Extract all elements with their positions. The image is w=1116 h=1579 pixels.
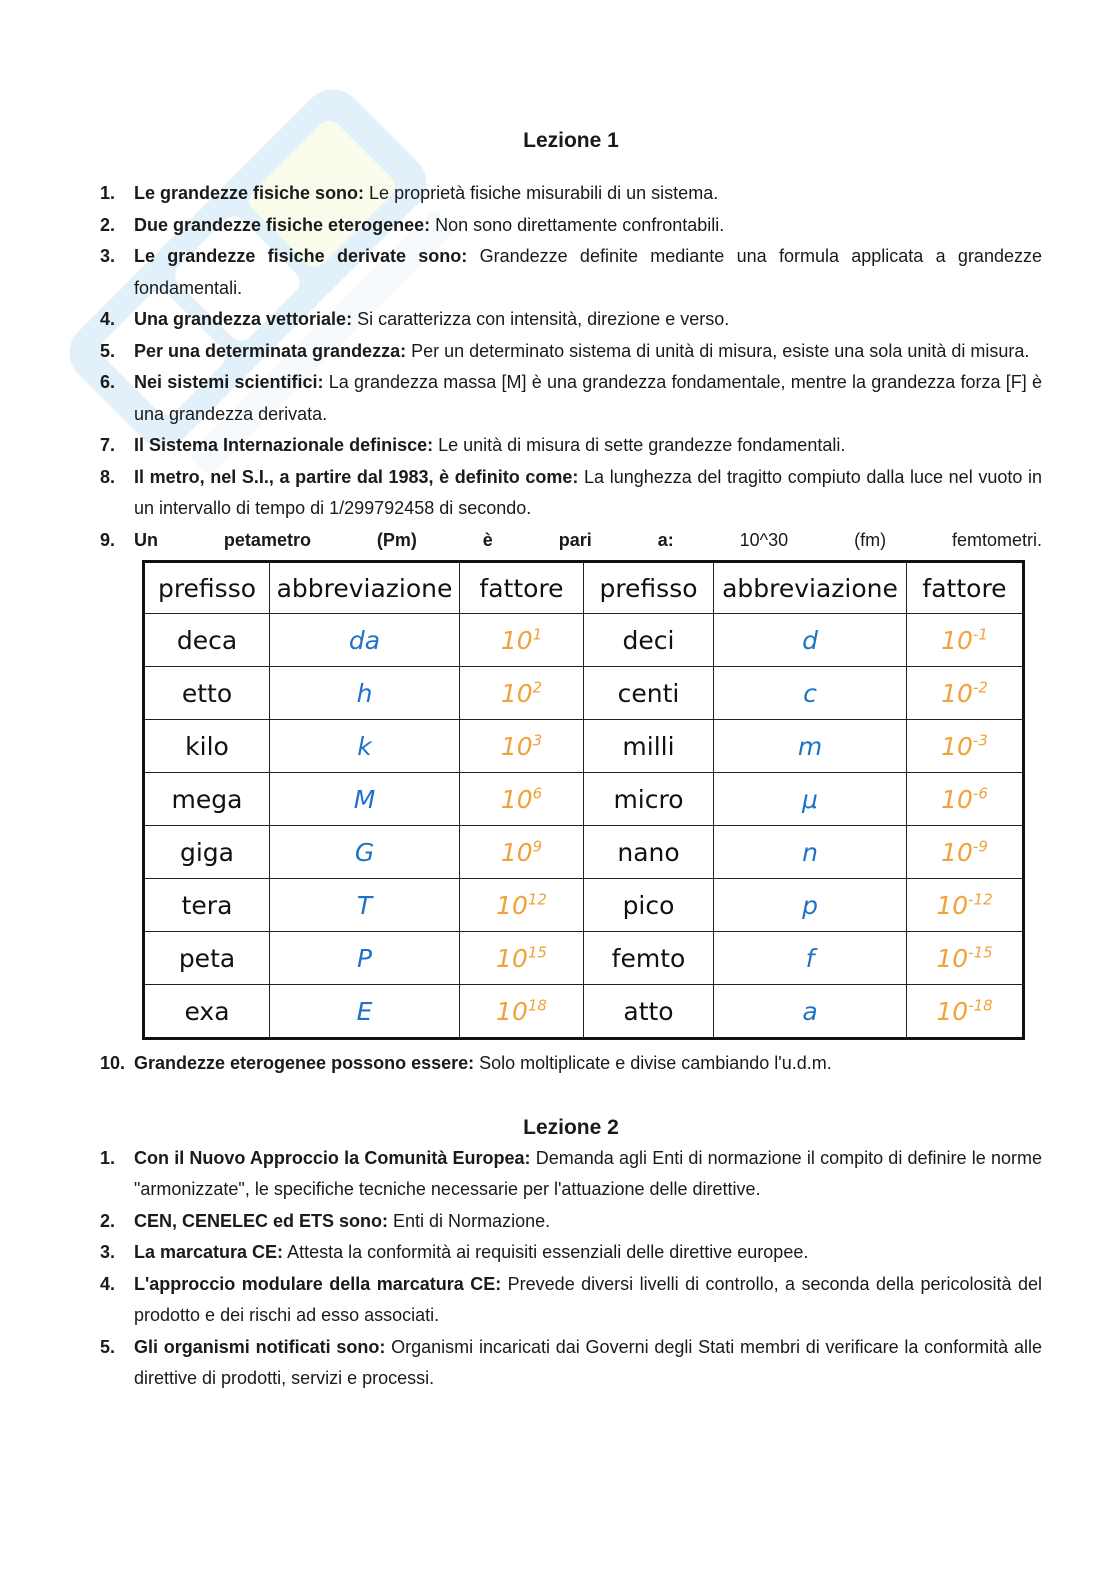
factor-cell: $10^9$: [460, 826, 584, 879]
column-header: prefisso: [584, 562, 714, 614]
prefix-cell: atto: [584, 985, 714, 1039]
factor-cell: $10^{-9}$: [907, 826, 1024, 879]
abbreviation-cell: a: [714, 985, 907, 1039]
prefix-cell: nano: [584, 826, 714, 879]
abbreviation-cell: n: [714, 826, 907, 879]
column-header: fattore: [907, 562, 1024, 614]
abbreviation-cell: M: [270, 773, 460, 826]
prefix-cell: femto: [584, 932, 714, 985]
abbreviation-cell: E: [270, 985, 460, 1039]
abbreviation-cell: T: [270, 879, 460, 932]
lesson-1-list-continued: [100, 1048, 1042, 1080]
abbreviation-cell: c: [714, 667, 907, 720]
abbreviation-cell: m: [714, 720, 907, 773]
prefix-cell: deca: [144, 614, 270, 667]
prefix-cell: tera: [144, 879, 270, 932]
factor-cell: $10^{-1}$: [907, 614, 1024, 667]
prefix-cell: pico: [584, 879, 714, 932]
si-prefix-table: [142, 560, 1025, 1040]
prefix-cell: etto: [144, 667, 270, 720]
list-item: 4. L'approccio modulare della marcatura CE: Prevede diversi livelli di controllo, a seconda della pericolosità del prodotto e dei rischi ad esso associati.: [100, 1273, 1043, 1325]
lesson-2-list: [100, 1143, 1042, 1395]
column-header: abbreviazione: [270, 562, 460, 614]
abbreviation-cell: G: [270, 826, 460, 879]
factor-cell: $10^{-15}$: [907, 932, 1024, 985]
factor-cell: $10^3$: [460, 720, 584, 773]
list-item: 1. Con il Nuovo Approccio la Comunità Europea: Demanda agli Enti di normazione il compito di definire le norme "armonizzate", le specifiche tecniche necessarie per l'attuazione delle direttive.: [100, 1147, 1042, 1199]
factor-cell: $10^{18}$: [460, 985, 584, 1039]
abbreviation-cell: p: [714, 879, 907, 932]
table-row: [144, 720, 1024, 773]
abbreviation-cell: P: [270, 932, 460, 985]
list-item: 3. Le grandezze fisiche derivate sono: Grandezze definite mediante una formula applicata a grandezze fondamentali.: [100, 246, 1042, 298]
factor-cell: $10^{-3}$: [907, 720, 1024, 773]
column-header: abbreviazione: [714, 562, 907, 614]
abbreviation-cell: f: [714, 932, 907, 985]
prefix-cell: deci: [584, 614, 714, 667]
lesson-2-title: Lezione 2: [523, 1115, 619, 1139]
abbreviation-cell: μ: [714, 773, 907, 826]
list-item: 9. Un petametro (Pm) è pari a: 10^30 (fm) femtometri.: [100, 529, 1043, 550]
list-item: 5. Per una determinata grandezza: Per un determinato sistema di unità di misura, esiste una sola unità di misura.: [100, 340, 1030, 361]
factor-cell: $10^{15}$: [460, 932, 584, 985]
factor-cell: $10^{-6}$: [907, 773, 1024, 826]
list-item: 3. La marcatura CE: Attesta la conformità ai requisiti essenziali delle direttive europee.: [100, 1242, 809, 1262]
prefix-cell: micro: [584, 773, 714, 826]
prefix-cell: peta: [144, 932, 270, 985]
lesson-1-title: Lezione 1: [523, 129, 619, 152]
factor-cell: $10^{12}$: [460, 879, 584, 932]
abbreviation-cell: d: [714, 614, 907, 667]
table-row: [144, 667, 1024, 720]
list-item: 6. Nei sistemi scientifici: La grandezza massa [M] è una grandezza fondamentale, mentre la grandezza forza [F] è una grandezza derivata.: [100, 372, 1042, 424]
factor-cell: $10^6$: [460, 773, 584, 826]
list-item: 5. Gli organismi notificati sono: Organismi incaricati dai Governi degli Stati membri di verificare la conformità alle direttive di prodotti, servizi e processi.: [100, 1336, 1042, 1388]
table-row: [144, 826, 1024, 879]
prefix-cell: milli: [584, 720, 714, 773]
list-item: 1. Le grandezze fisiche sono: Le proprietà fisiche misurabili di un sistema.: [100, 183, 719, 203]
table-row: [144, 932, 1024, 985]
prefix-cell: exa: [144, 985, 270, 1039]
factor-cell: $10^{-2}$: [907, 667, 1024, 720]
prefix-cell: centi: [584, 667, 714, 720]
table-row: [144, 879, 1024, 932]
abbreviation-cell: da: [270, 614, 460, 667]
table-header-row: [144, 562, 1024, 614]
table-row: [144, 614, 1024, 667]
lesson-1-list: [100, 178, 1042, 556]
list-item: 8. Il metro, nel S.I., a partire dal 1983, è definito come: La lunghezza del tragitto compiuto dalla luce nel vuoto in un intervallo di tempo di 1/299792458 di secondo.: [100, 466, 1042, 518]
prefix-cell: mega: [144, 773, 270, 826]
prefix-cell: giga: [144, 826, 270, 879]
table-row: [144, 773, 1024, 826]
factor-cell: $10^1$: [460, 614, 584, 667]
abbreviation-cell: h: [270, 667, 460, 720]
list-item: 7. Il Sistema Internazionale definisce: Le unità di misura di sette grandezze fondamentali.: [100, 435, 846, 455]
list-item: 2. CEN, CENELEC ed ETS sono: Enti di Normazione.: [100, 1210, 551, 1231]
prefix-cell: kilo: [144, 720, 270, 773]
factor-cell: $10^2$: [460, 667, 584, 720]
factor-cell: $10^{-12}$: [907, 879, 1024, 932]
abbreviation-cell: k: [270, 720, 460, 773]
factor-cell: $10^{-18}$: [907, 985, 1024, 1039]
column-header: fattore: [460, 562, 584, 614]
list-item: 10. Grandezze eterogenee possono essere: Solo moltiplicate e divise cambiando l'u.d.m.: [100, 1053, 832, 1073]
column-header: prefisso: [144, 562, 270, 614]
list-item: 4. Una grandezza vettoriale: Si caratterizza con intensità, direzione e verso.: [100, 309, 730, 329]
document-page: [100, 126, 1042, 1395]
table-row: [144, 985, 1024, 1039]
list-item: 2. Due grandezze fisiche eterogenee: Non sono direttamente confrontabili.: [100, 214, 725, 235]
